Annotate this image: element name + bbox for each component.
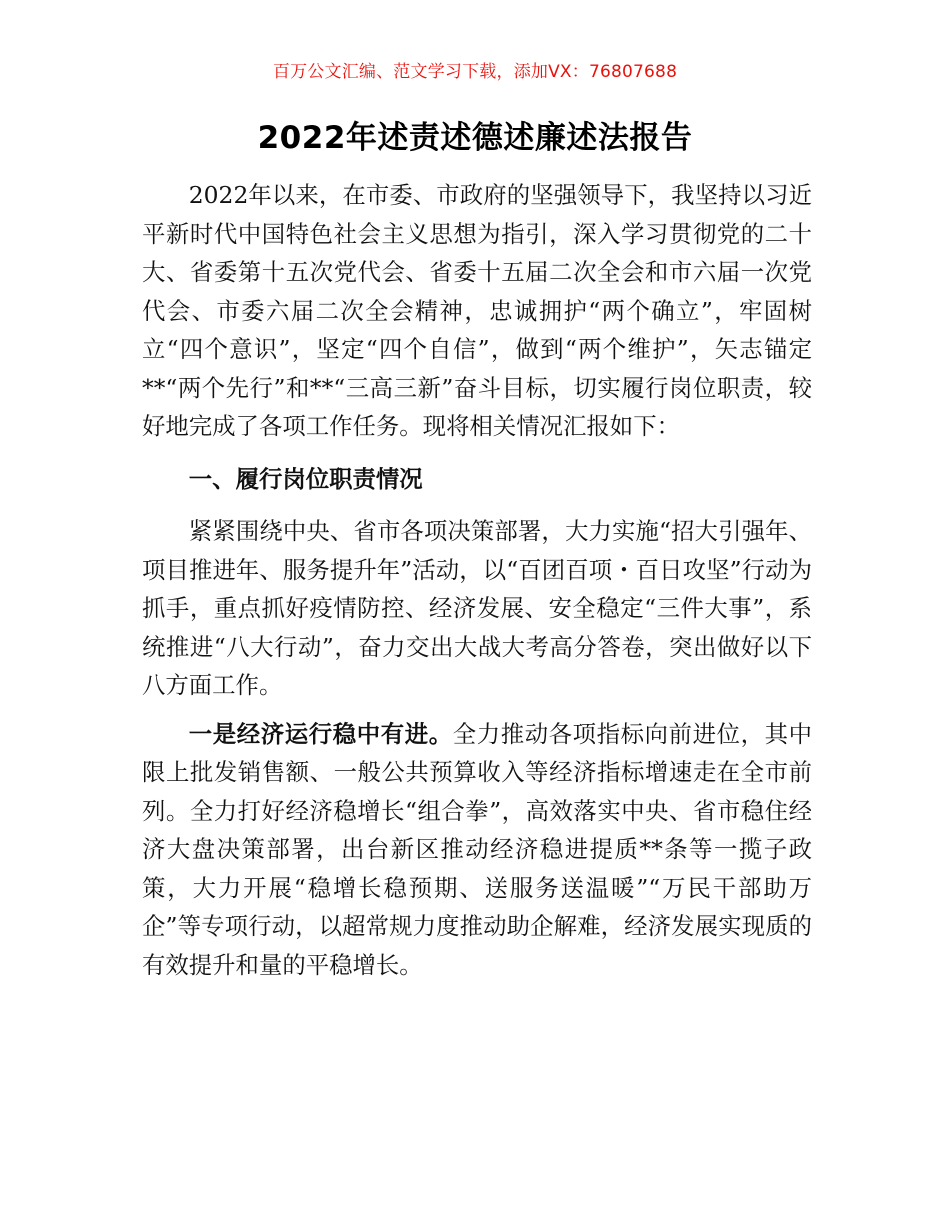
intro-paragraph: 2022年以来，在市委、市政府的坚强领导下，我坚持以习近平新时代中国特色社会主义思想为指引，深入学习贯彻党的二十大、省委第十五次党代会、省委十五届二次全会和市六届一次党代会、市委六届二次全会精神，忠诚拥护“两个确立”，牢固树立“四个意识”，坚定“四个自信”，做到“两个维护”，矢志锚定**“两个先行”和**“三高三新”奋斗目标，切实履行岗位职责，较好地完成了各项工作任务。现将相关情况汇报如下： <box>142 181 812 440</box>
item-lead: 一是经济运行稳中有进。 <box>188 719 453 748</box>
item-paragraph <box>142 715 812 985</box>
document-body <box>142 176 812 984</box>
section-heading: 一、履行岗位职责情况 <box>188 464 423 493</box>
document-title: 2022年述责述德述廉述法报告 <box>257 120 693 156</box>
header-banner: 百万公文汇编、范文学习下载，添加VX：76807688 <box>272 62 678 82</box>
item-body: 全力推动各项指标向前进位，其中限上批发销售额、一般公共预算收入等经济指标增速走在全市前列。全力打好经济稳增长“组合拳”，高效落实中央、省市稳住经济大盘决策部署，出台新区推动经济稳进提质**条等一揽子政策，大力开展“稳增长稳预期、送服务送温暖”“万民干部助万企”等专项行动，以超常规力度推动助企解难，经济发展实现质的有效提升和量的平稳增长。 <box>142 719 813 979</box>
section-paragraph: 紧紧围绕中央、省市各项决策部署，大力实施“招大引强年、项目推进年、服务提升年”活动，以“百团百项・百日攻坚”行动为抓手，重点抓好疫情防控、经济发展、安全稳定“三件大事”，系统推进“八大行动”，奋力交出大战大考高分答卷，突出做好以下八方面工作。 <box>142 517 812 699</box>
